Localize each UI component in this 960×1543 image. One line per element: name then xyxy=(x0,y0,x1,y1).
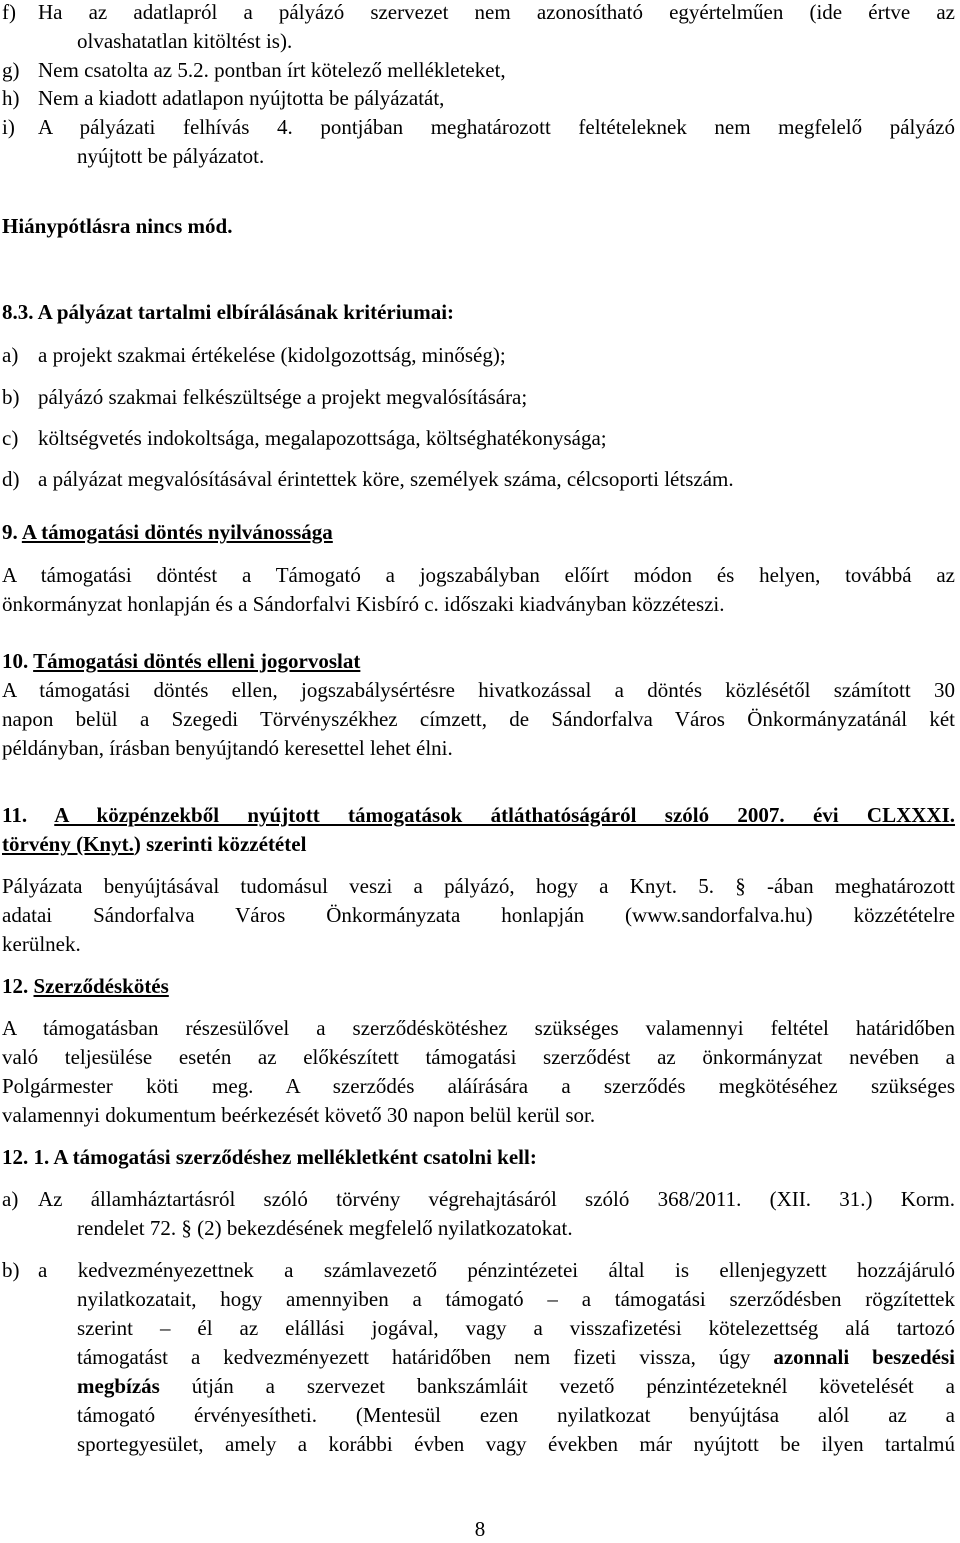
list-marker: b) xyxy=(2,1258,20,1282)
attachment-text-bold: azonnali beszedési xyxy=(773,1345,956,1369)
list-marker: d) xyxy=(2,467,20,491)
attachment-text: Az államháztartásról szóló törvény végrehajtásáról szóló 368/2011. (XII. 31.) Korm. xyxy=(38,1187,955,1211)
attachment-item-b-cont xyxy=(77,1372,955,1401)
attachment-item-b-cont: szerint – él az elállási jogával, vagy a visszafizetési kötelezettség alá tartozó xyxy=(77,1316,955,1340)
attachment-item-b-cont: támogató érvényesítheti. (Mentesül ezen nyilatkozat benyújtása alól az a xyxy=(77,1403,955,1427)
no-completion-note: Hiánypótlásra nincs mód. xyxy=(2,214,233,238)
section-number: 11. xyxy=(2,803,28,827)
section-number: 9. xyxy=(2,520,18,544)
list-item-i xyxy=(2,113,955,142)
section-9-line: A támogatási döntést a Támogató a jogszabályban előírt módon és helyen, továbbá az xyxy=(2,563,955,587)
section-11-heading-cont xyxy=(2,830,955,859)
attachment-item-a-cont: rendelet 72. § (2) bekezdésének megfelelő nyilatkozatokat. xyxy=(77,1216,573,1240)
section-11-line: Pályázata benyújtásával tudomásul veszi a pályázó, hogy a Knyt. 5. § -ában meghatározott xyxy=(2,874,955,898)
section-title: Támogatási döntés elleni jogorvoslat xyxy=(33,649,361,673)
list-marker: i) xyxy=(2,115,15,139)
list-marker: g) xyxy=(2,58,20,82)
section-9-heading xyxy=(2,518,955,547)
attachment-item-b xyxy=(2,1256,955,1285)
section-10-line: A támogatási döntés ellen, jogszabálysértésre hivatkozással a döntés közlésétől számított 30 xyxy=(2,678,955,702)
section-12-line: Polgármester köti meg. A szerződés aláírására a szerződés megkötéséhez szükséges xyxy=(2,1074,955,1098)
section-8-3-heading: 8.3. A pályázat tartalmi elbírálásának kritériumai: xyxy=(2,300,455,324)
section-title: A közpénzekből nyújtott támogatások átláthatóságáról szóló 2007. évi CLXXXI. xyxy=(54,803,956,827)
list-item-text: Ha az adatlapról a pályázó szervezet nem azonosítható egyértelműen (ide értve az xyxy=(38,0,955,24)
criteria-item-d xyxy=(2,465,955,494)
section-11-line: kerülnek. xyxy=(2,932,81,956)
criteria-text: a pályázat megvalósításával érintettek köre, személyek száma, célcsoporti létszám. xyxy=(38,467,734,491)
section-12-line: A támogatásban részesülővel a szerződéskötéshez szükséges valamennyi feltétel határidőben xyxy=(2,1016,955,1040)
list-item-g xyxy=(2,56,955,85)
list-marker: h) xyxy=(2,86,20,110)
section-title: A támogatási döntés nyilvánossága xyxy=(21,520,333,544)
attachment-item-b-cont: nyilatkozatait, hogy amennyiben a támogató – a támogatási szerződésben rögzítettek xyxy=(77,1287,955,1311)
section-12-heading xyxy=(2,972,955,1001)
criteria-text: a projekt szakmai értékelése (kidolgozottság, minőség); xyxy=(38,343,506,367)
criteria-text: költségvetés indokoltsága, megalapozottsága, költséghatékonysága; xyxy=(38,426,607,450)
list-marker: b) xyxy=(2,385,20,409)
section-number: 10. xyxy=(2,649,29,673)
criteria-item-c xyxy=(2,424,955,453)
section-10-line: napon belül a Szegedi Törvényszékhez címzett, de Sándorfalva Város Önkormányzatánál két xyxy=(2,707,955,731)
section-title-cont: ) szerinti közzététel xyxy=(133,832,307,856)
section-title: Szerződéskötés xyxy=(33,974,169,998)
list-item-h xyxy=(2,84,955,113)
attachment-item-b-cont: sportegyesület, amely a korábbi évben vagy években már nyújtott be ilyen tartalmú xyxy=(77,1432,955,1456)
criteria-text: pályázó szakmai felkészültsége a projekt megvalósítására; xyxy=(38,385,528,409)
list-marker: a) xyxy=(2,1187,19,1211)
attachment-item-a xyxy=(2,1185,955,1214)
criteria-item-b xyxy=(2,383,955,412)
criteria-item-a xyxy=(2,341,955,370)
list-item-i-cont: nyújtott be pályázatot. xyxy=(77,144,265,168)
section-title: törvény (Knyt. xyxy=(2,832,134,856)
attachment-text: a kedvezményezettnek a számlavezető pénzintézetei által is ellenjegyzett hozzájáruló xyxy=(38,1258,955,1282)
section-12-line: való teljesülése esetén az előkészített támogatási szerződést az önkormányzat nevében a xyxy=(2,1045,955,1069)
list-marker: a) xyxy=(2,343,19,367)
attachment-item-b-cont xyxy=(77,1343,955,1372)
section-10-heading xyxy=(2,647,955,676)
attachment-text: támogatást a kedvezményezett határidőben nem fizeti vissza, úgy xyxy=(77,1345,751,1369)
section-number: 12. xyxy=(2,974,29,998)
list-item-f xyxy=(2,0,955,27)
section-12-1-heading: 12. 1. A támogatási szerződéshez mellékletként csatolni kell: xyxy=(2,1145,537,1169)
section-11-line: adatai Sándorfalva Város Önkormányzata honlapján (www.sandorfalva.hu) közzétételre xyxy=(2,903,955,927)
list-marker: c) xyxy=(2,426,19,450)
page-number: 8 xyxy=(474,1517,486,1541)
list-item-text: Nem csatolta az 5.2. pontban írt kötelező mellékleteket, xyxy=(38,58,506,82)
list-marker: f) xyxy=(2,0,16,24)
section-12-line: valamennyi dokumentum beérkezését követő 30 napon belül kerül sor. xyxy=(2,1103,596,1127)
list-item-f-cont: olvashatatlan kitöltést is). xyxy=(77,29,293,53)
list-item-text: Nem a kiadott adatlapon nyújtotta be pályázatát, xyxy=(38,86,445,110)
list-item-text: A pályázati felhívás 4. pontjában meghatározott feltételeknek nem megfelelő pályázó xyxy=(38,115,955,139)
attachment-text: útján a szervezet bankszámláit vezető pénzintézeteknél követelését a xyxy=(191,1374,956,1398)
attachment-text-bold: megbízás xyxy=(77,1374,160,1398)
section-9-line: önkormányzat honlapján és a Sándorfalvi Kisbíró c. időszaki kiadványban közzéteszi. xyxy=(2,592,725,616)
section-11-heading xyxy=(2,801,955,830)
section-10-line: példányban, írásban benyújtandó keresettel lehet élni. xyxy=(2,736,453,760)
